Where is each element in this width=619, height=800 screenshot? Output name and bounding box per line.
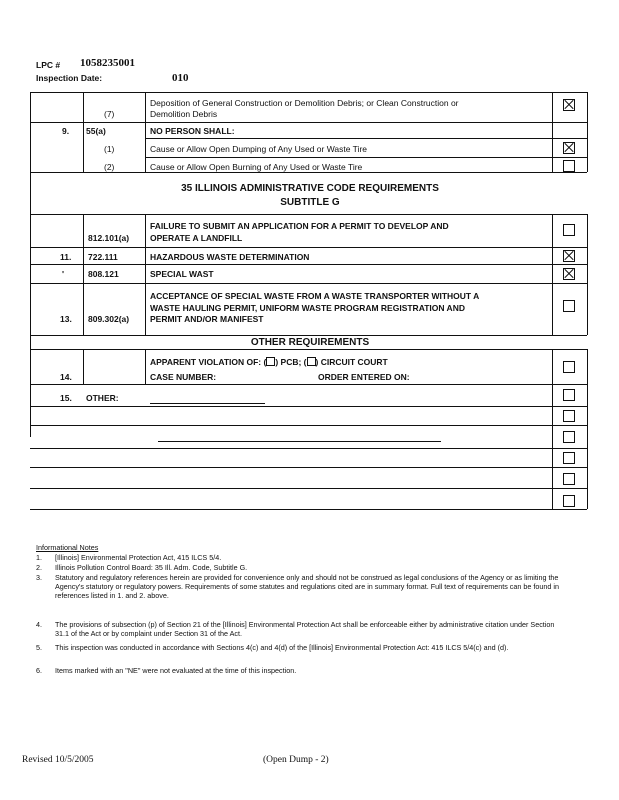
row-13-text-2: WASTE HAULING PERMIT, UNIFORM WASTE PROGRAM REGISTRATION AND: [150, 303, 465, 313]
note-2-text: Illinois Pollution Control Board: 35 Ill. Adm. Code, Subtitle G.: [55, 563, 248, 572]
row-14-violation: APPARENT VIOLATION OF: ( ) PCB; ( ) CIRCUIT COURT: [150, 357, 388, 367]
row-12-number: ': [62, 269, 65, 279]
row-13-number: 13.: [60, 314, 72, 324]
row-15-other-label: OTHER:: [86, 393, 119, 403]
row-11-checkbox[interactable]: [563, 250, 575, 262]
order-entered-label: ORDER ENTERED ON:: [318, 372, 410, 382]
code-section-title: 35 ILLINOIS ADMINISTRATIVE CODE REQUIREMENTS: [181, 183, 439, 194]
row-11-text: HAZARDOUS WASTE DETERMINATION: [150, 252, 310, 262]
row-10-code: 812.101(a): [88, 233, 130, 243]
row-9-text: NO PERSON SHALL:: [150, 126, 235, 136]
other-checkbox-3[interactable]: [563, 431, 575, 443]
row-11-number: 11.: [60, 252, 72, 262]
lpc-value: 1058235001: [80, 57, 135, 69]
row-12-text: SPECIAL WAST: [150, 269, 214, 279]
row-9-1-checkbox[interactable]: [563, 142, 575, 154]
row-12-checkbox[interactable]: [563, 268, 575, 280]
row-14-number: 14.: [60, 372, 72, 382]
inspection-date-label: Inspection Date:: [36, 73, 103, 83]
notes-heading: Informational Notes: [36, 543, 99, 552]
other-checkbox-2[interactable]: [563, 410, 575, 422]
row-13-text-3: PERMIT AND/OR MANIFEST: [150, 314, 264, 324]
revised-date: Revised 10/5/2005: [22, 755, 94, 765]
row-9-2-checkbox[interactable]: [563, 160, 575, 172]
inspection-date-value: 010: [172, 72, 189, 84]
other-fill-line[interactable]: [150, 403, 265, 404]
row-9-1-text: Cause or Allow Open Dumping of Any Used or Waste Tire: [150, 144, 368, 154]
other-checkbox-5[interactable]: [563, 473, 575, 485]
note-1-number: 1.: [36, 553, 42, 562]
row-9-2-text: Cause or Allow Open Burning of Any Used or Waste Tire: [150, 162, 363, 172]
note-3-text: Statutory and regulatory references herein are provided for convenience only and should not be construed as legal conclusions of the Agency or as limiting the Agency's statutory or regulatory powers. Requirements of some statutes and regulations cited are in summary format. Full text of requirements can be found in references listed in 1. and 2. above.: [55, 573, 559, 600]
row-13-text-1: ACCEPTANCE OF SPECIAL WASTE FROM A WASTE TRANSPORTER WITHOUT A: [150, 291, 480, 301]
code-section-subtitle: SUBTITLE G: [280, 197, 340, 208]
note-1-text: [Illinois] Environmental Protection Act, 415 ILCS 5/4.: [55, 553, 222, 562]
row-10-checkbox[interactable]: [563, 224, 575, 236]
note-6-number: 6.: [36, 666, 42, 675]
note-5-number: 5.: [36, 643, 42, 652]
pcb-checkbox[interactable]: [266, 357, 275, 366]
lpc-label: LPC #: [36, 60, 61, 70]
circuit-court-checkbox[interactable]: [307, 357, 316, 366]
case-number-label: CASE NUMBER:: [150, 372, 217, 382]
note-5-text: This inspection was conducted in accordance with Sections 4(c) and 4(d) of the [Illinois] Environmental Protection Act: 415 ILCS 5/4(c) and (d).: [55, 643, 509, 652]
row-7-text-2: Demolition Debris: [150, 109, 218, 119]
row-14-checkbox[interactable]: [563, 361, 575, 373]
row-12-code: 808.121: [88, 269, 119, 279]
row-10-text-2: OPERATE A LANDFILL: [150, 233, 243, 243]
row-13-checkbox[interactable]: [563, 300, 575, 312]
row-9-number: 9.: [62, 126, 70, 136]
other-checkbox-4[interactable]: [563, 452, 575, 464]
note-3-number: 3.: [36, 573, 42, 582]
row-7-text-1: Deposition of General Construction or Demolition Debris; or Clean Construction or: [150, 98, 459, 108]
other-section-title: OTHER REQUIREMENTS: [250, 337, 370, 348]
other-checkbox-1[interactable]: [563, 389, 575, 401]
row-11-code: 722.111: [88, 252, 118, 262]
row-7-sub: (7): [104, 109, 115, 119]
row-7-checkbox[interactable]: [563, 99, 575, 111]
page-label: (Open Dump - 2): [263, 755, 329, 765]
note-4-text: The provisions of subsection (p) of Section 21 of the [Illinois] Environmental Protection Act shall be enforceable either by administrative citation under Section 31.1 of the Act or by complaint under Section 31 of the Act.: [55, 620, 555, 638]
note-6-text: Items marked with an "NE" were not evaluated at the time of this inspection.: [55, 666, 297, 675]
row-15-number: 15.: [60, 393, 72, 403]
row-9-1-sub: (1): [104, 144, 115, 154]
row-13-code: 809.302(a): [88, 314, 130, 324]
row-10-text-1: FAILURE TO SUBMIT AN APPLICATION FOR A PERMIT TO DEVELOP AND: [150, 221, 449, 231]
other-fill-line-2[interactable]: [158, 441, 441, 442]
row-9-2-sub: (2): [104, 162, 115, 172]
row-9-code: 55(a): [86, 126, 106, 136]
other-checkbox-6[interactable]: [563, 495, 575, 507]
note-4-number: 4.: [36, 620, 42, 629]
note-2-number: 2.: [36, 563, 42, 572]
